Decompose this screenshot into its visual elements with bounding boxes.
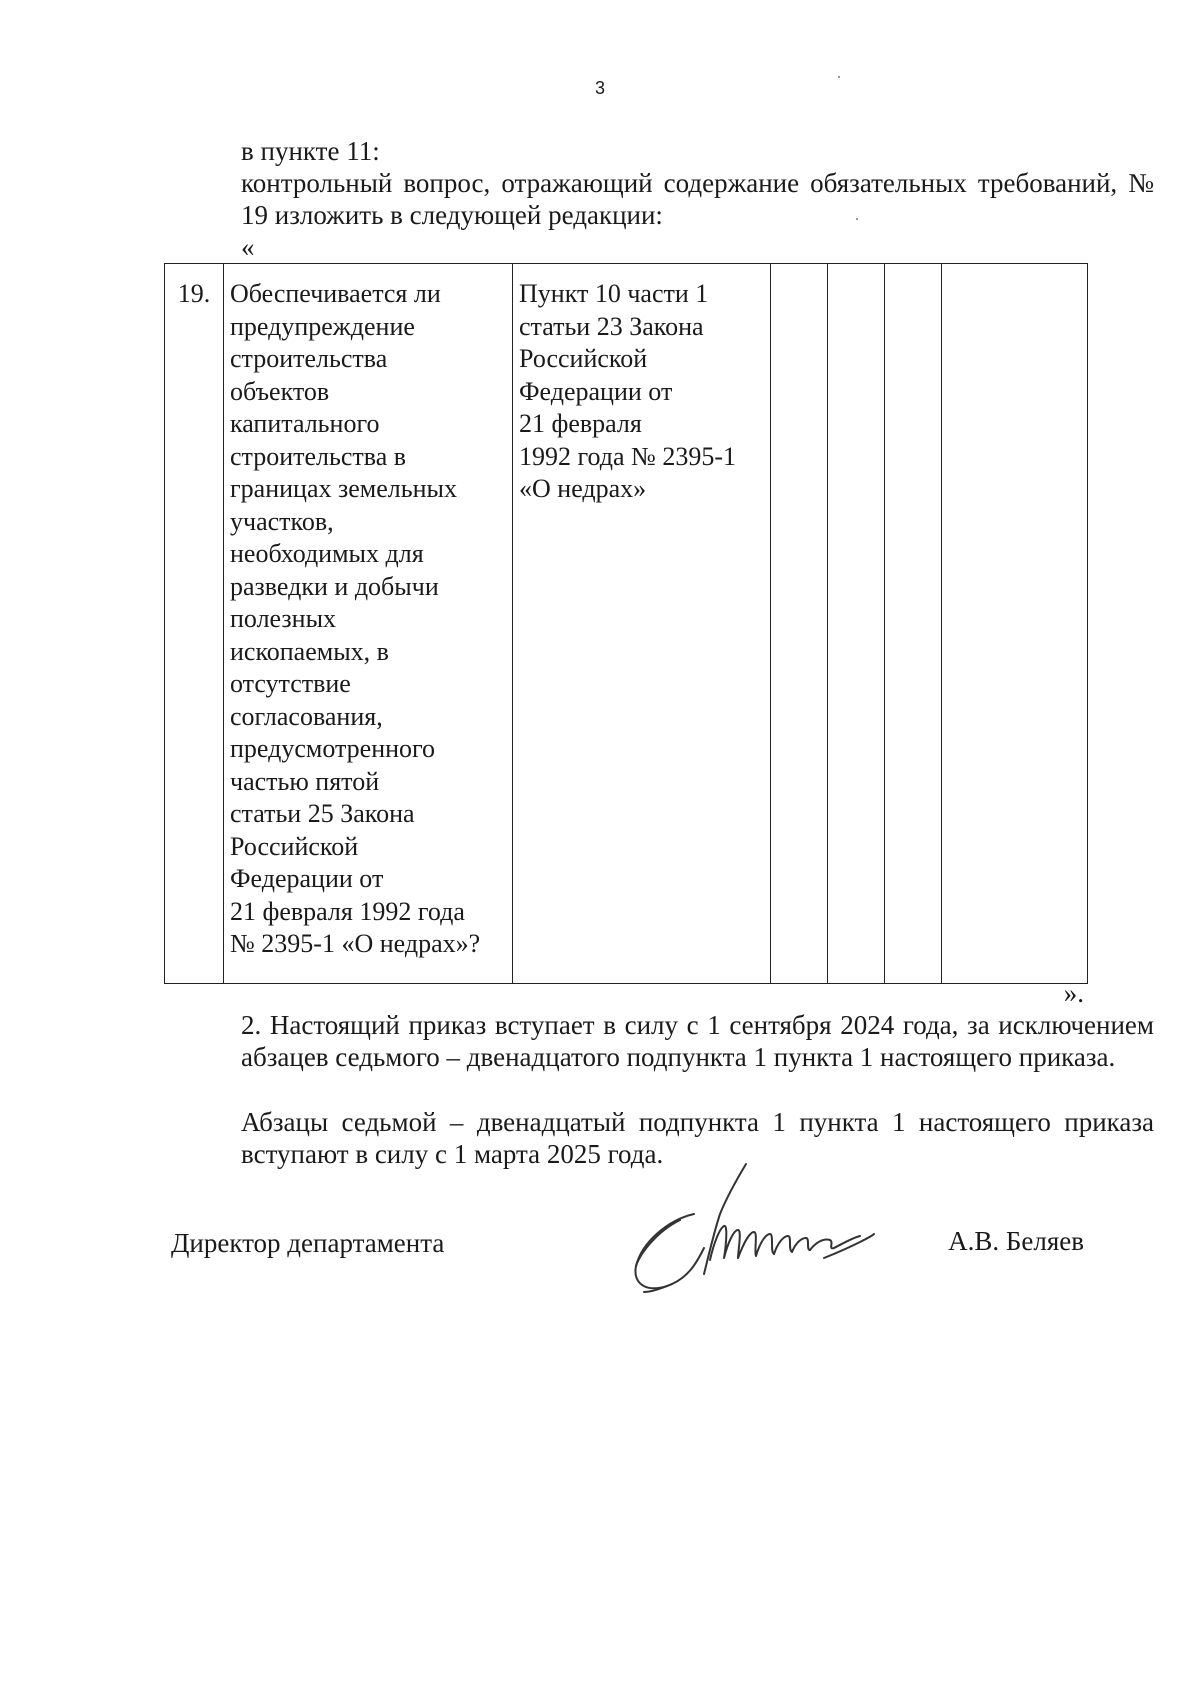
- reference-cell: [513, 264, 771, 984]
- table-row: [165, 264, 1088, 984]
- paragraph-3: Абзацы седьмой – двенадцатый подпункта 1 пункта 1 настоящего приказа вступают в силу с 1 марта 2025 года.: [241, 1107, 1154, 1169]
- handwritten-signature: [628, 1162, 908, 1302]
- question-cell: [224, 264, 513, 984]
- open-quote: «: [241, 232, 255, 262]
- signatory-name: А.В. Беляев: [948, 1226, 1084, 1256]
- item-11-line: в пункте 11:: [241, 136, 380, 166]
- question-text: Обеспечивается ли предупреждение строительства объектов капитального строительства в границах земельных участков, необходимых для разведки и добычи полезных ископаемых, в отсутствие согласования, предусмотренного частью пятой статьи 25 Закона Российской Федерации от 21 февраля 1992 года № 2395-1 «О недрах»?: [230, 279, 481, 958]
- reference-text: Пункт 10 части 1 статьи 23 Закона Российской Федерации от 21 февраля 1992 года № 2395-1 «О недрах»: [519, 279, 737, 503]
- scan-speck: [838, 76, 840, 78]
- scan-speck: [856, 218, 858, 220]
- answer-not-applicable-cell: [885, 264, 942, 984]
- row-number: 19.: [177, 279, 211, 308]
- signatory-position: Директор департамента: [171, 1228, 445, 1258]
- note-cell: [942, 264, 1088, 984]
- question-paragraph: контрольный вопрос, отражающий содержание обязательных требований, № 19 изложить в следующей редакции:: [241, 168, 1154, 230]
- paragraph-2: 2. Настоящий приказ вступает в силу с 1 сентября 2024 года, за исключением абзацев седьмого – двенадцатого подпункта 1 пункта 1 настоящего приказа.: [241, 1010, 1154, 1072]
- page-number: 3: [594, 78, 605, 98]
- row-number-cell: [165, 264, 224, 984]
- close-quote: ».: [1063, 978, 1084, 1008]
- answer-yes-cell: [771, 264, 828, 984]
- requirements-table: [164, 263, 1088, 984]
- answer-no-cell: [828, 264, 885, 984]
